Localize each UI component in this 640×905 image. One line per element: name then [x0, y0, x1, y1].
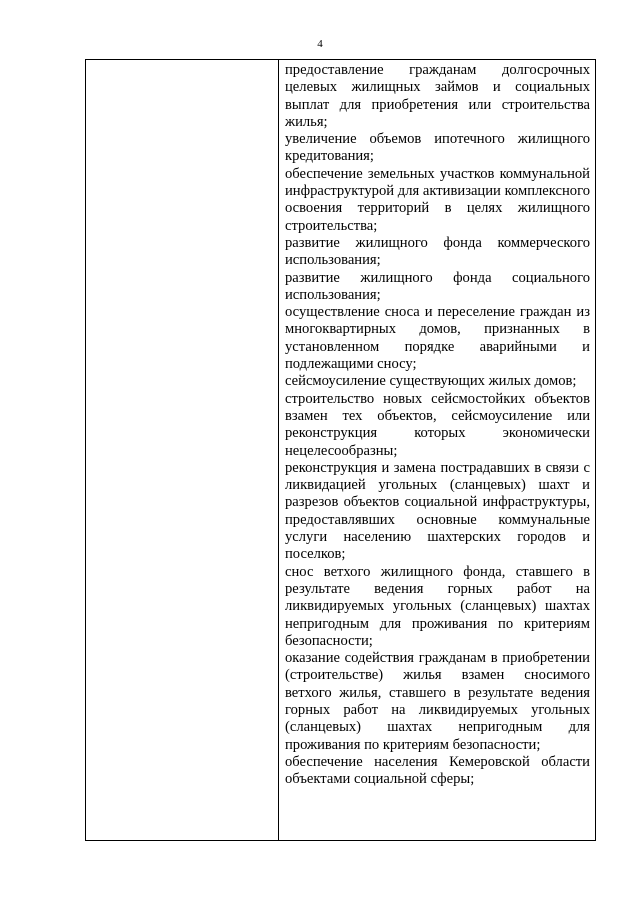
measure-item: снос ветхого жилищного фонда, ставшего в результате ведения горных работ на ликвидируемых угольных (сланцевых) шахтах непригодным для проживания по критериям безопасности;	[285, 563, 590, 649]
measure-item: реконструкция и замена пострадавших в связи с ликвидацией угольных (сланцевых) шахт и разрезов объектов социальной инфраструктуры, предоставлявших основные коммунальные услуги населению шахтерских городов и поселков;	[285, 459, 590, 563]
measure-item: обеспечение населения Кемеровской области объектами социальной сферы;	[285, 753, 590, 788]
measure-item: строительство новых сейсмостойких объектов взамен тех объектов, сейсмоусиление или реконструкция которых экономически нецелесообразны;	[285, 390, 590, 459]
measure-item: увеличение объемов ипотечного жилищного кредитования;	[285, 131, 590, 165]
table-right-cell	[279, 60, 595, 840]
document-table	[85, 59, 596, 841]
measure-item: предоставление гражданам долгосрочных целевых жилищных займов и социальных выплат для приобретения или строительства жилья;	[285, 62, 590, 130]
measure-item: развитие жилищного фонда социального использования;	[285, 269, 590, 303]
measure-item: осуществление сноса и переселение граждан из многоквартирных домов, признанных в установленном порядке аварийными и подлежащими сносу;	[285, 304, 590, 373]
table-left-cell	[86, 60, 279, 840]
page-number: 4	[317, 38, 323, 50]
measure-item: обеспечение земельных участков коммунальной инфраструктурой для активизации комплексного освоения территорий в целях жилищного строительства;	[285, 165, 590, 234]
measure-item: оказание содействия гражданам в приобретении (строительстве) жилья взамен сносимого ветхого жилья, ставшего в результате ведения горных работ на ликвидируемых угольных (сланцевых) шахтах непригодным для проживания по критериям безопасности;	[285, 650, 590, 753]
measure-item: сейсмоусиление существующих жилых домов;	[285, 373, 577, 390]
measure-item: развитие жилищного фонда коммерческого использования;	[285, 234, 590, 269]
